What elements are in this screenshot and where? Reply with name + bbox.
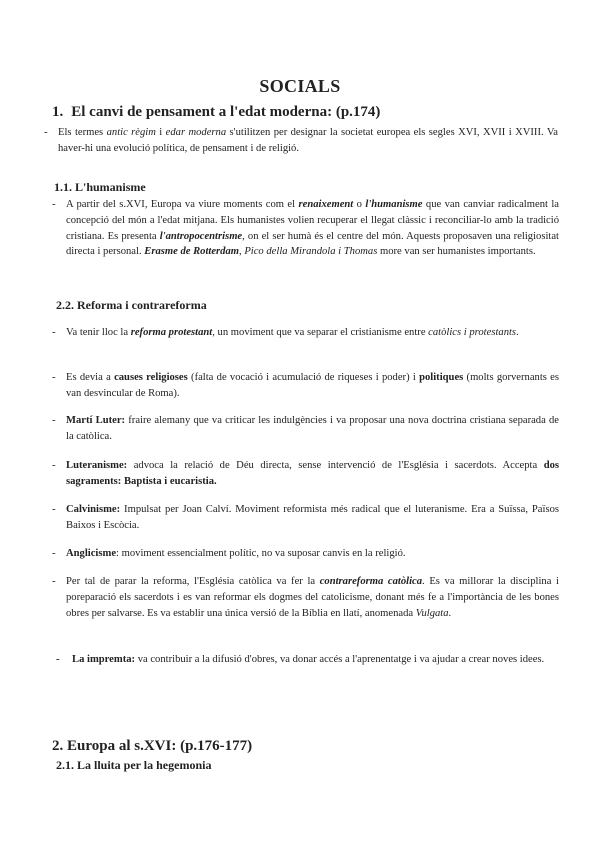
intro-paragraph: Els termes antic règim i edar moderna s'utilitzen per designar la societat europea els segles XVI, XVII i XVIII. Va haver-hi una evolució política, de pensament i de religió. bbox=[58, 127, 559, 154]
reforma-item-8: La impremta: va contribuir a la difusió d'obres, va donar accés a l'aprenentatge i va ajudar a crear noves idees. bbox=[72, 654, 545, 665]
page-title: SOCIALS bbox=[259, 76, 341, 96]
reforma-item-5: Calvinisme: Impulsat per Joan Calví. Moviment reformista més radical que el luteranisme. Era a Suïssa, Països Baixos i Escòcia. bbox=[66, 504, 559, 531]
reforma-item-6: Anglicisme: moviment essencialment polític, no va suposar canvis en la religió. bbox=[66, 548, 406, 559]
bullet-dash: - bbox=[52, 326, 56, 338]
subsection-hegemonia-heading: 2.1. La lluita per la hegemonia bbox=[56, 758, 212, 772]
subsection-reforma-heading: 2.2. Reforma i contrareforma bbox=[56, 298, 207, 312]
bullet-dash: - bbox=[52, 459, 56, 471]
bullet-dash: - bbox=[52, 198, 56, 210]
reforma-item-3: Martí Luter: fraire alemany que va criticar les indulgències i va proposar una nova doctrina cristiana separada de la catòlica. bbox=[66, 415, 559, 442]
bullet-dash: - bbox=[52, 414, 56, 426]
section-1-number: 1. bbox=[52, 104, 64, 120]
bullet-dash: - bbox=[44, 126, 48, 138]
bullet-dash: - bbox=[52, 575, 56, 587]
subsection-humanisme-heading: 1.1. L'humanisme bbox=[54, 180, 146, 194]
section-2-heading: 2. Europa al s.XVI: (p.176-177) bbox=[52, 738, 253, 754]
reforma-item-1: Va tenir lloc la reforma protestant, un moviment que va separar el cristianisme entre catòlics i protestants. bbox=[66, 327, 519, 338]
section-1-title: El canvi de pensament a l'edat moderna: (p.174) bbox=[71, 104, 381, 120]
reforma-item-2: Es devia a causes religioses (falta de vocació i acumulació de riqueses i poder) i politiques (molts gorvernants es van desvincular de Roma). bbox=[66, 372, 560, 399]
bullet-dash: - bbox=[52, 371, 56, 383]
section-1-heading bbox=[52, 104, 380, 121]
bullet-dash: - bbox=[52, 547, 56, 559]
humanisme-paragraph: A partir del s.XVI, Europa va viure moments com el renaixement o l'humanisme que van canviar radicalment la concepció del món a l'edat mitjana. Els humanistes volien recuperar el llegat clàssic i reconciliar-lo amb la tradició cristiana. Es presenta l'antropocentrisme, on el ser humà és el centre del món. Aquests proposaven una religiositat directa i personal. Erasme de Rotterdam, Pico della Mirandola i Thomas more van ser humanistes importants. bbox=[66, 199, 559, 258]
bullet-dash: - bbox=[56, 653, 60, 665]
reforma-item-7: Per tal de parar la reforma, l'Església catòlica va fer la contrareforma catòlica. Es va millorar la disciplina i poreparació els sacerdots i es van reformar els dogmes del catolicisme, donant més fe a l'importància de les bones obres per salvarse. Es va establir una única versió de la Bíblia en llatí, anomenada Vulgata. bbox=[66, 576, 559, 619]
bullet-dash: - bbox=[52, 503, 56, 515]
reforma-item-4: Luteranisme: advoca la relació de Déu directa, sense intervenció de l'Església i sacerdots. Accepta dos sagraments: Baptista i eucaristia. bbox=[66, 460, 559, 487]
